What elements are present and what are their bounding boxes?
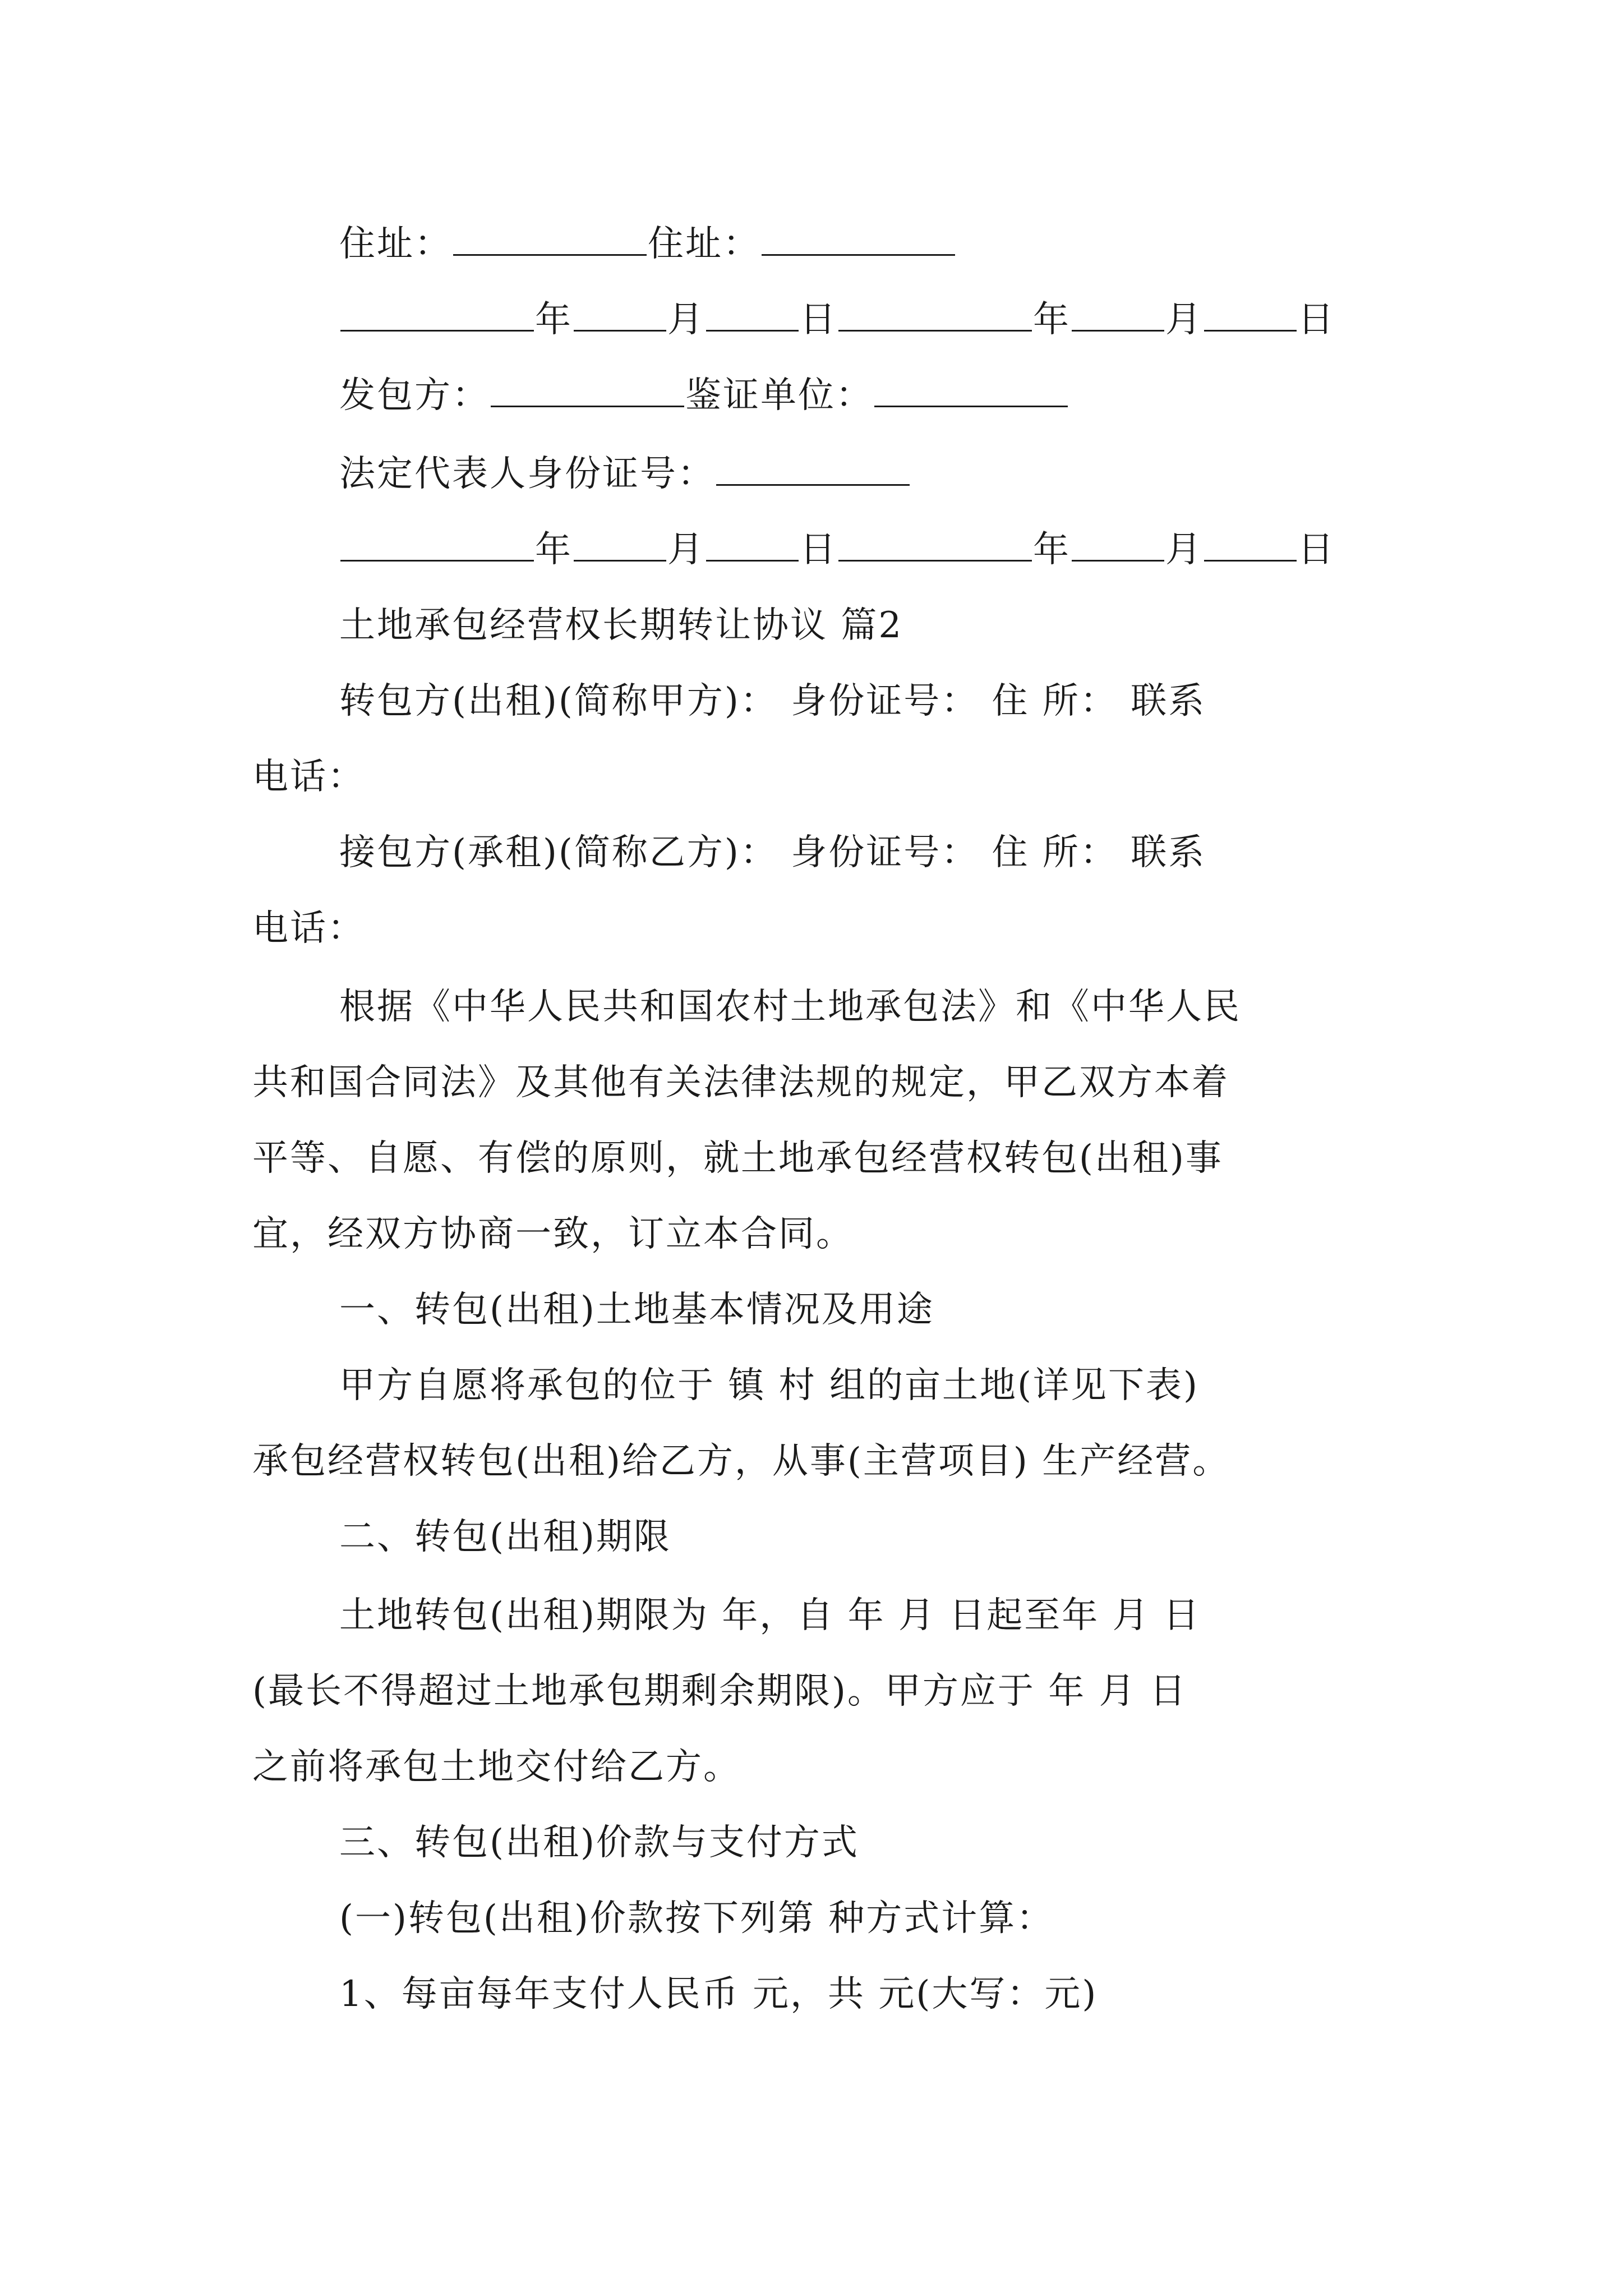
article-2-line: 土地转包(出租)期限为 年，自 年 月 日起至年 月 日 [339,1595,1201,1636]
date-line-1 [339,297,1335,342]
article-3-item-1: 1、每亩每年支付人民币 元，共 元(大写：元) [339,1973,1098,2015]
article-3-sub-1: (一)转包(出租)价款按下列第 种方式计算： [339,1898,1054,1939]
blank-field [762,226,955,256]
year-label: 年 [1033,299,1071,341]
day-label: 日 [1298,299,1335,341]
verifier-label: 鉴证单位： [685,375,873,416]
blank-field [574,302,666,332]
address-label-left: 住址： [339,223,452,265]
month-label: 月 [1165,299,1203,341]
article-2-line: (最长不得超过土地承包期剩余期限)。甲方应于 年 月 日 [252,1671,1187,1712]
day-label: 日 [800,299,837,341]
address-line [339,222,956,266]
issuer-line [339,373,1069,418]
blank-field [838,532,1032,562]
blank-field [838,302,1032,332]
blank-field [1204,302,1297,332]
blank-field [574,532,666,562]
blank-field [453,226,647,256]
month-label: 月 [1165,529,1203,570]
party-a-line-1: 转包方(出租)(简称甲方)： 身份证号： 住 所： 联系 [339,680,1206,722]
blank-field [874,378,1068,407]
year-label: 年 [535,529,573,570]
intro-paragraph-line: 根据《中华人民共和国农村土地承包法》和《中华人民 [339,986,1241,1028]
year-label: 年 [1033,529,1071,570]
intro-paragraph-line: 共和国合同法》及其他有关法律法规的规定，甲乙双方本着 [252,1062,1229,1103]
blank-field [491,378,684,407]
blank-field [1072,302,1164,332]
blank-field [706,532,799,562]
date-line-2 [339,527,1335,572]
day-label: 日 [1298,529,1335,570]
article-3-heading: 三、转包(出租)价款与支付方式 [339,1822,859,1864]
intro-paragraph-line: 宜，经双方协商一致，订立本合同。 [252,1213,854,1255]
party-a-line-2: 电话： [252,756,365,798]
legal-rep-label: 法定代表人身份证号： [339,453,715,495]
blank-field [1072,532,1164,562]
address-label-right: 住址： [648,223,760,265]
article-2-heading: 二、转包(出租)期限 [339,1516,671,1558]
article-2-line: 之前将承包土地交付给乙方。 [252,1746,741,1788]
year-label: 年 [535,299,573,341]
month-label: 月 [667,299,705,341]
party-b-line-2: 电话： [252,908,365,949]
intro-paragraph-line: 平等、自愿、有偿的原则，就土地承包经营权转包(出租)事 [252,1138,1223,1179]
blank-field [340,532,534,562]
article-1-line: 承包经营权转包(出租)给乙方，从事(主营项目) 生产经营。 [252,1441,1230,1482]
day-label: 日 [800,529,837,570]
legal-rep-line [339,452,911,496]
article-1-line: 甲方自愿将承包的位于 镇 村 组的亩土地(详见下表) [339,1365,1199,1406]
party-b-line-1: 接包方(承租)(简称乙方)： 身份证号： 住 所： 联系 [339,832,1206,873]
blank-field [1204,532,1297,562]
blank-field [340,302,534,332]
article-1-heading: 一、转包(出租)土地基本情况及用途 [339,1289,934,1331]
month-label: 月 [667,529,705,570]
section-title: 土地承包经营权长期转让协议 篇2 [339,605,903,646]
issuer-label: 发包方： [339,375,490,416]
blank-field [706,302,799,332]
blank-field [716,456,910,486]
